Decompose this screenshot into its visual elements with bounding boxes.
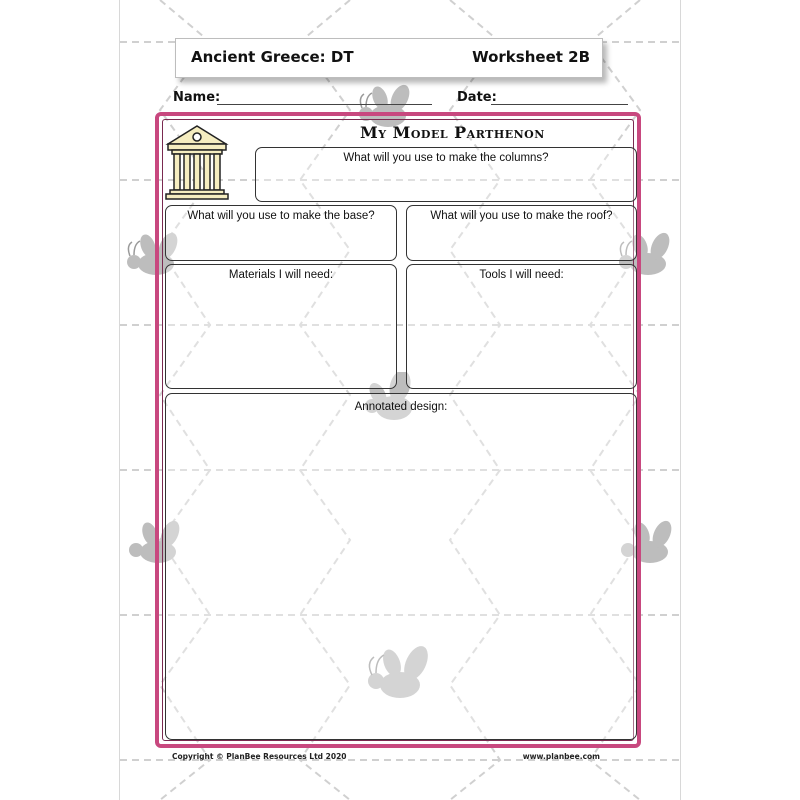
columns-question: What will you use to make the columns? <box>343 152 549 164</box>
tools-answer-box[interactable] <box>406 264 637 389</box>
worksheet-number: Worksheet 2B <box>472 48 590 66</box>
worksheet-title-bar <box>175 38 603 78</box>
base-question: What will you use to make the base? <box>187 210 375 222</box>
parthenon-icon <box>164 122 230 202</box>
worksheet-page <box>119 0 681 800</box>
topic-title: Ancient Greece: DT <box>191 48 354 66</box>
columns-answer-box[interactable] <box>255 147 637 202</box>
roof-question: What will you use to make the roof? <box>430 210 613 222</box>
name-line[interactable] <box>217 104 432 105</box>
materials-question: Materials I will need: <box>228 269 334 281</box>
copyright-text: Copyright © PlanBee Resources Ltd 2020 <box>172 752 347 761</box>
materials-answer-box[interactable] <box>165 264 397 389</box>
base-answer-box[interactable] <box>165 205 397 261</box>
tools-question: Tools I will need: <box>479 269 564 281</box>
design-answer-box[interactable] <box>165 393 637 740</box>
design-question: Annotated design: <box>354 401 448 413</box>
website-link[interactable]: www.planbee.com <box>522 752 600 761</box>
date-label: Date: <box>457 90 497 105</box>
date-line[interactable] <box>491 104 628 105</box>
name-label: Name: <box>173 90 221 105</box>
main-title: My Model Parthenon <box>360 123 545 142</box>
roof-answer-box[interactable] <box>406 205 637 261</box>
